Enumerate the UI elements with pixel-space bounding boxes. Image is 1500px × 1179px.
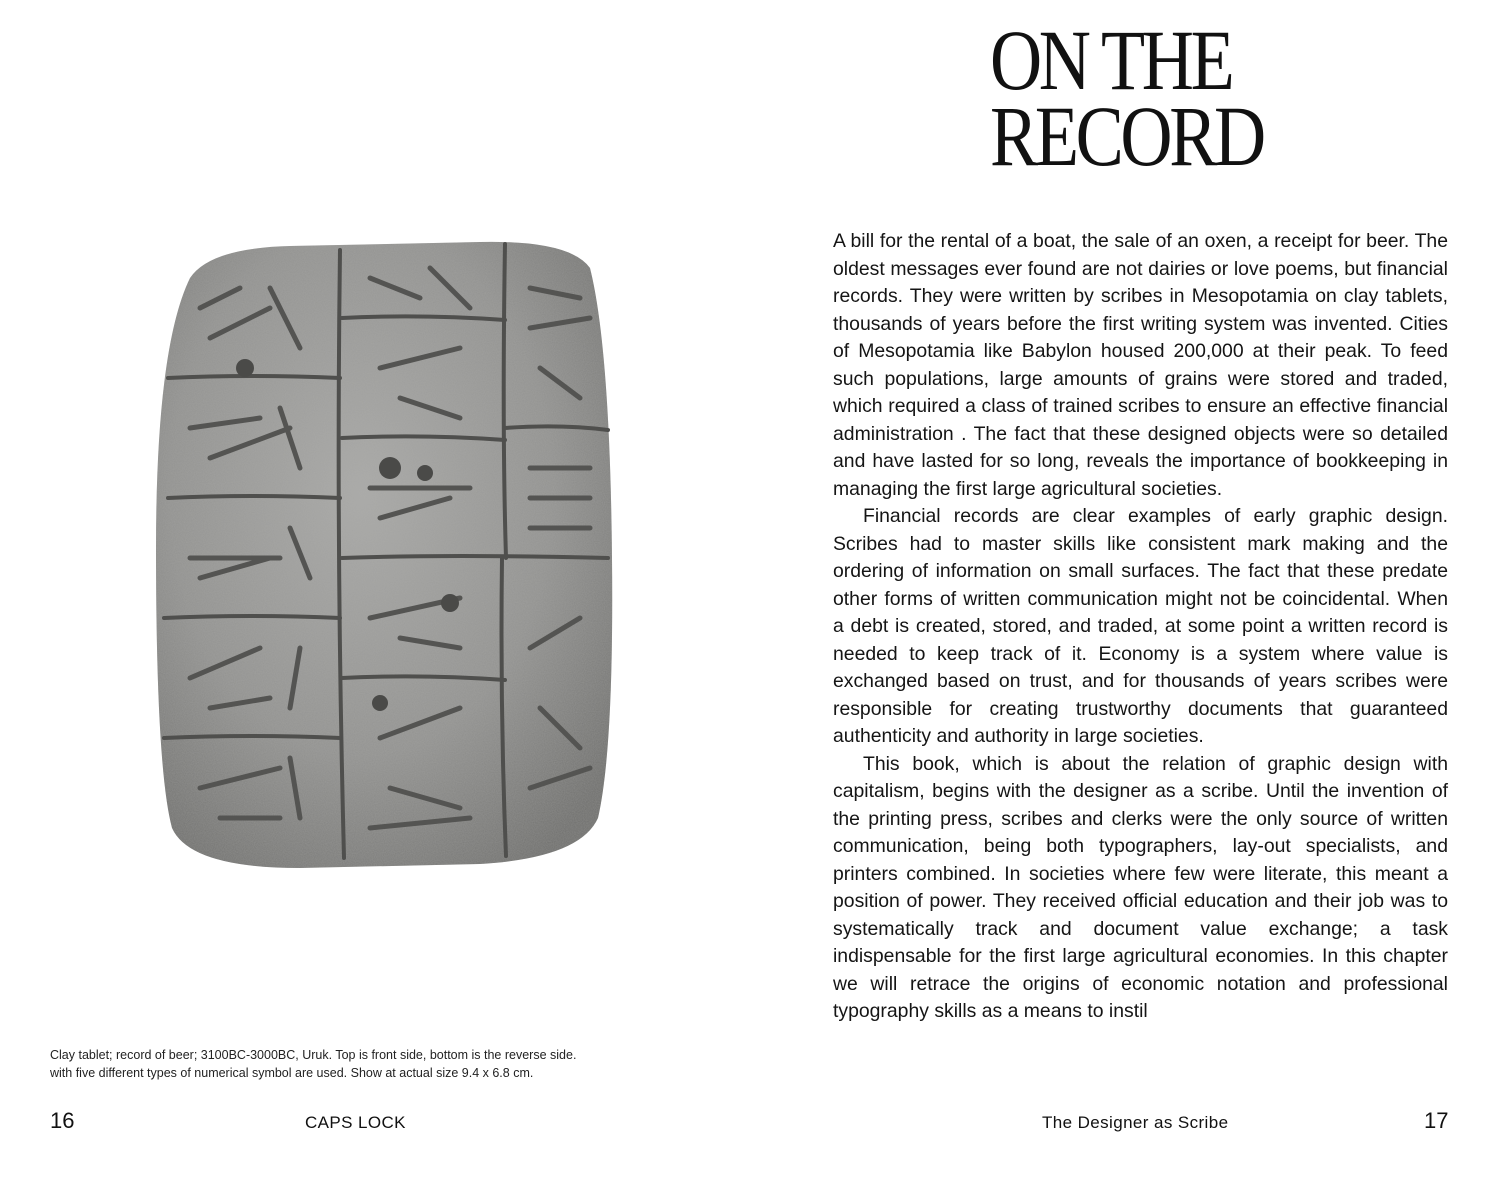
body-text: [833, 228, 1448, 1026]
clay-tablet-image: [150, 228, 620, 868]
caption-line-2: with five different types of numerical symbol are used. Show at actual size 9.4 x 6.8 cm.: [50, 1066, 534, 1080]
chapter-title: [990, 12, 1263, 184]
running-head-right: The Designer as Scribe: [1042, 1113, 1229, 1132]
paragraph-3: This book, which is about the relation of graphic design with capitalism, begins with the designer as a scribe. Until the invention of the printing press, scribes and clerks were the only source of written communication, being both typographers, lay-out specialists, and printers combined. In societies where few were literate, this meant a position of power. They received official education and their job was to systematically track and document value exchange; a task indispensable for the first large agricultural economies. In this chapter we will retrace the origins of economic notation and professional typography skills as a means to instil: [833, 752, 1448, 1022]
cuneiform-tablet-icon: [150, 228, 620, 868]
title-line-1: ON THE: [990, 12, 1232, 108]
page-number-left: 16: [50, 1108, 75, 1133]
paragraph-1: A bill for the rental of a boat, the sale of an oxen, a receipt for beer. The oldest messages ever found are not dairies or love poems, but financial records. They were written by scribes in Mesopotamia on clay tablets, thousands of years before the first writing system was invented. Cities of Mesopotamia like Babylon housed 200,000 at their peak. To feed such populations, large amounts of grains were stored and traded, which required a class of trained scribes to ensure an effective financial administration . The fact that these designed objects were so detailed and have lasted for so long, reveals the importance of bookkeeping in managing the first large agricultural societies.: [833, 230, 1448, 500]
image-caption: [50, 1046, 650, 1082]
paragraph-2: Financial records are clear examples of early graphic design. Scribes had to master skills like consistent mark making and the ordering of information on small surfaces. The fact that these predate other forms of written communication might not be coincidental. When a debt is created, stored, and traded, at some point a written record is needed to keep track of it. Economy is a system where value is exchanged based on trust, and for thousands of years scribes were responsible for creating trustworthy documents that guaranteed authenticity and authority in large societies.: [833, 505, 1448, 747]
page-number-right: 17: [1424, 1108, 1449, 1133]
caption-line-1: Clay tablet; record of beer; 3100BC-3000BC, Uruk. Top is front side, bottom is the reverse side.: [50, 1048, 577, 1062]
title-line-2: RECORD: [990, 88, 1263, 184]
running-head-left: CAPS LOCK: [305, 1113, 406, 1132]
